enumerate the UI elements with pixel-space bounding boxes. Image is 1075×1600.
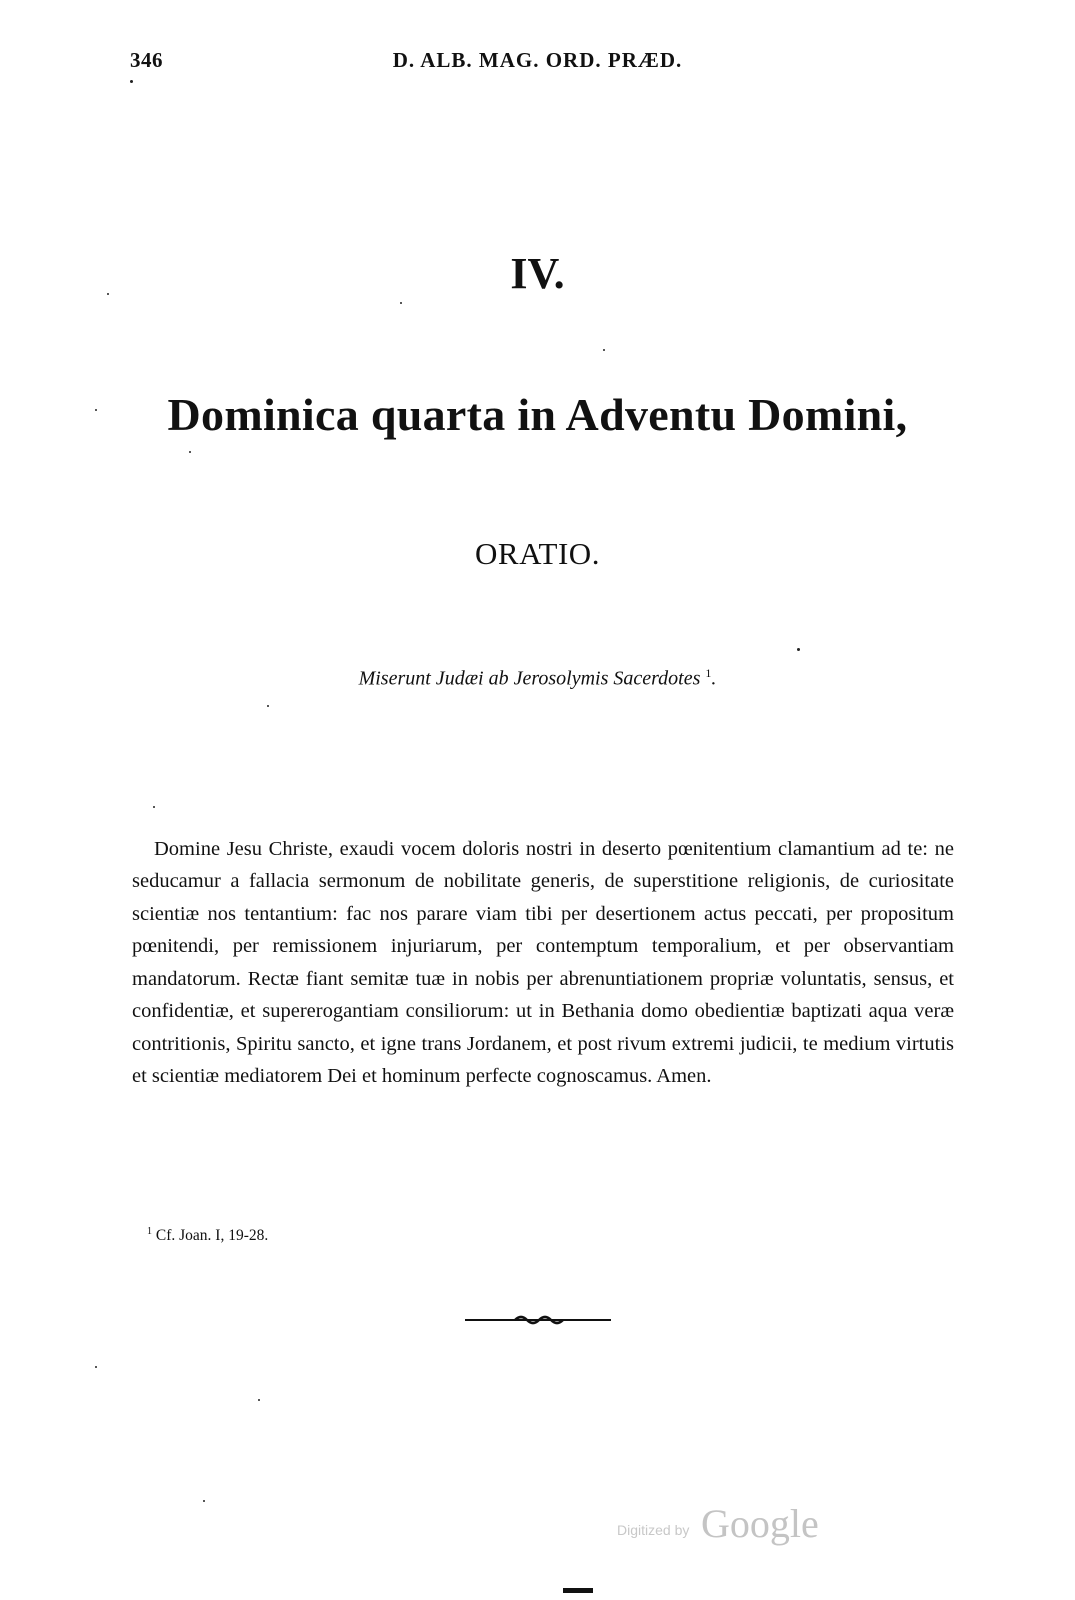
watermark-small-text: Digitized by [617,1522,690,1538]
footnote-text: Cf. Joan. I, 19-28. [155,1227,269,1245]
scan-speck [258,1399,260,1401]
scan-speck [95,409,97,411]
page-number: 346 [130,48,163,72]
epigraph-text: Miserunt Judæi ab Jerosolymis Sacerdotes [358,667,701,690]
section-heading: ORATIO. [475,536,600,571]
scan-speck [130,80,133,83]
scan-speck [153,806,155,808]
feast-title: Dominica quarta in Adventu Domini, [167,389,908,440]
epigraph [0,666,1075,691]
footnote [147,1226,268,1245]
scan-speck [267,705,269,707]
scan-speck [603,349,605,351]
digitized-by-google-watermark [617,1500,917,1550]
end-ornament [0,1312,1075,1331]
scan-speck [95,1366,97,1368]
ornament-rule-icon [463,1312,613,1326]
scan-speck [797,648,800,651]
scan-artifact-bar [563,1588,593,1593]
section-numeral: IV. [510,249,565,298]
footnote-reference[interactable]: 1 [705,666,712,680]
running-head-title: D. ALB. MAG. ORD. PRÆD. [392,48,683,72]
scan-speck [189,451,191,453]
scan-speck [400,302,402,304]
running-head [0,48,1075,78]
epigraph-end: . [711,667,717,690]
scan-speck [203,1500,205,1502]
google-logo: Google [701,1501,819,1546]
footnote-mark: 1 [147,1226,152,1237]
prayer-text: Domine Jesu Christe, exaudi vocem doloris nostri in deserto pœnitentium clamantium ad te: ne seducamur a fallacia sermonum de nobilitate generis, de superstitione religionis, de curiositate scientiæ nos tentantium: fac nos parare viam tibi per desertionem actus peccati, per propositum pœnitendi, per remissionem injuriarum, per contemptum temporalium, et per observantiam mandatorum. Rectæ fiant semitæ tuæ in nobis per abrenuntiationem propriæ voluntatis, sensus, et confidentiæ, et supererogantiam consiliorum: ut in Bethania domo obedientiæ baptizati aqua veræ contritionis, Spiritu sancto, et igne trans Jordanem, et post rivum extremi judicii, te medium virtutis et scientiæ mediatorem Dei et hominum perfecte cognoscamus. Amen. [132,837,954,1087]
scan-speck [107,293,109,295]
